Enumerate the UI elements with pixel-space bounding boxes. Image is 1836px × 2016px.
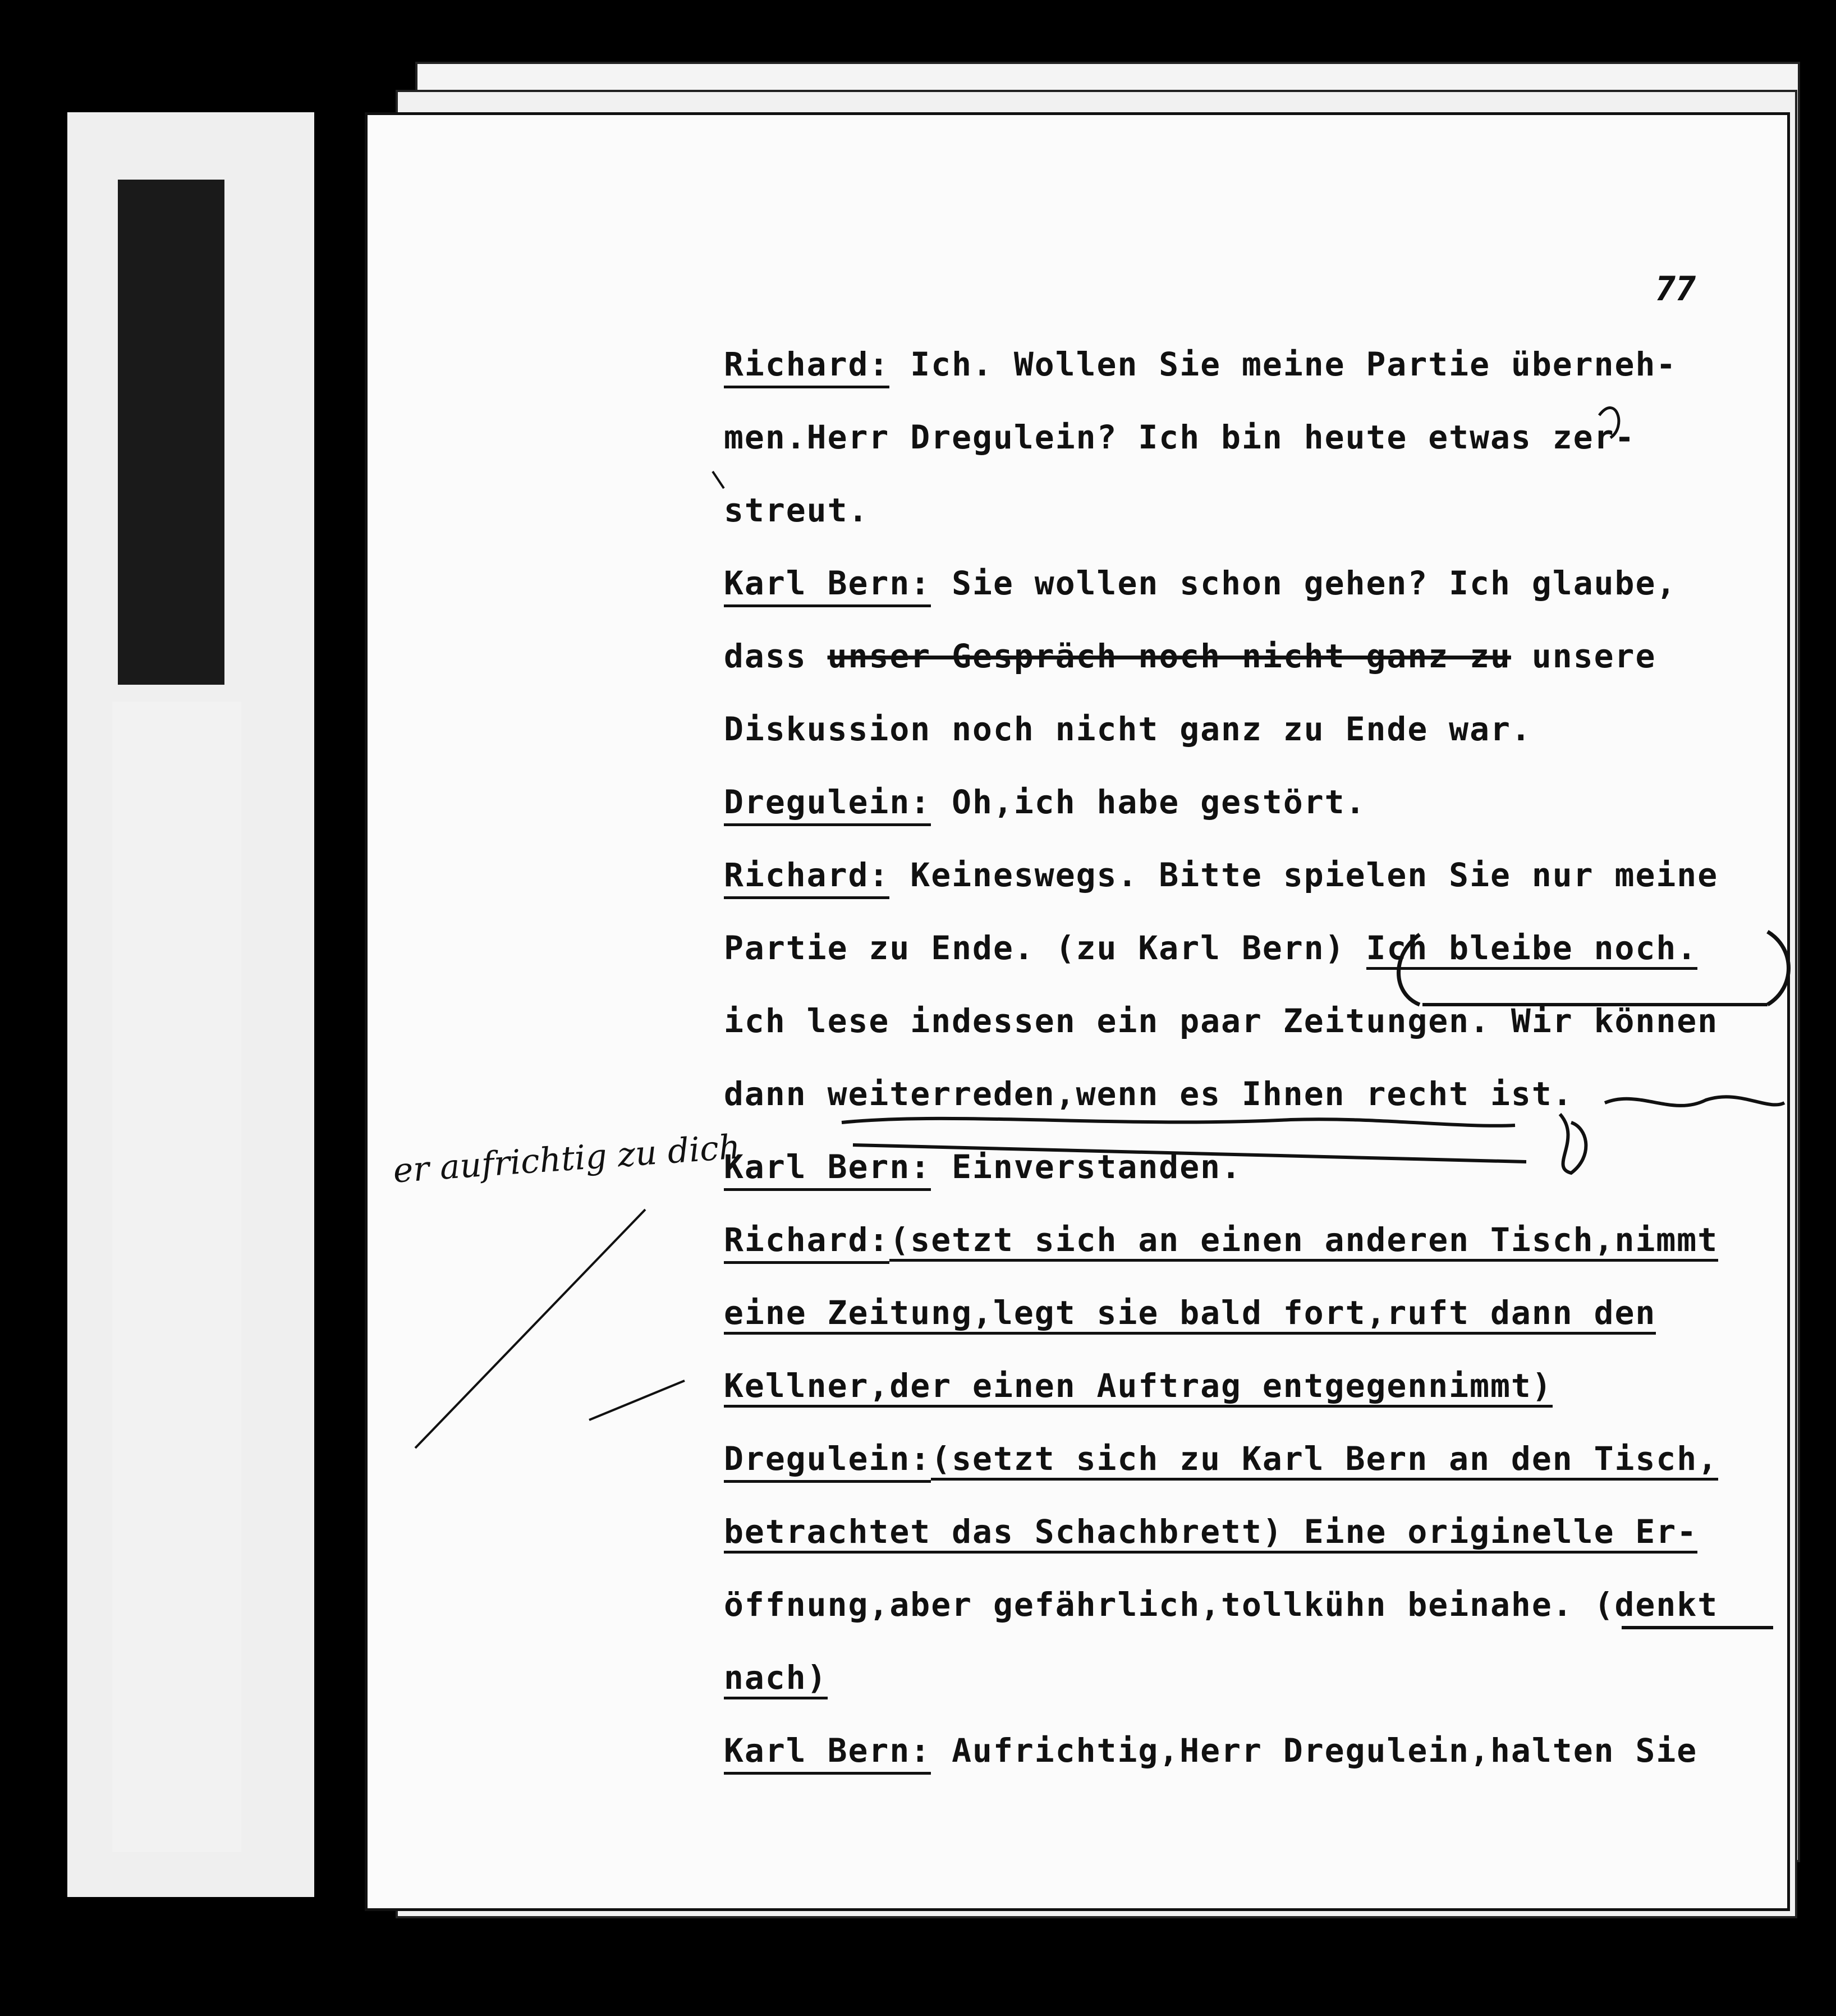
text-line: Kellner,der einen Auftrag entgegennimmt) [724,1367,1553,1405]
text-line: öffnung,aber gefährlich,tollkühn beinahe. (denkt [724,1586,1719,1624]
text-line: Richard:(setzt sich an einen anderen Tisch,nimmt [724,1221,1718,1259]
text-line: Richard: Ich. Wollen Sie meine Partie überneh- [724,345,1677,383]
speaker-name: Richard: [724,1221,889,1264]
text-line: dass unser Gespräch noch nicht ganz zu unsere [724,637,1656,675]
text-line: Dregulein: Oh,ich habe gestört. [724,783,1366,821]
speaker-name: Dregulein: [724,783,931,826]
speaker-name: Karl Bern: [724,564,931,607]
speaker-name: Richard: [724,856,889,899]
speaker-name: Dregulein: [724,1440,931,1483]
page-number: 77 [1655,269,1696,309]
underlined-text: Ich bleibe noch. [1366,929,1698,970]
speaker-name: Karl Bern: [724,1148,931,1191]
text-line: dann weiterreden,wenn es Ihnen recht ist. [724,1075,1573,1113]
text-line: eine Zeitung,legt sie bald fort,ruft dann den [724,1294,1656,1332]
text-line: Partie zu Ende. (zu Karl Bern) Ich bleibe noch. [724,929,1697,967]
speaker-name: Richard: [724,345,889,388]
text-line: Karl Bern: Aufrichtig,Herr Dregulein,halten Sie [724,1731,1697,1770]
speaker-name: Karl Bern: [724,1731,931,1775]
text-line: Karl Bern: Sie wollen schon gehen? Ich glaube, [724,564,1677,602]
text-line: Karl Bern: Einverstanden. [724,1148,1242,1186]
struck-text: unser Gespräch noch nicht ganz zu [827,637,1511,675]
margin-handwritten-note: er aufrichtig zu dich [392,1127,742,1191]
text-line: Richard: Keineswegs. Bitte spielen Sie nur meine [724,856,1718,894]
text-line: ich lese indessen ein paar Zeitungen. Wir können [724,1002,1719,1040]
text-line: nach) [724,1658,828,1697]
text-line: men.Herr Dregulein? Ich bin heute etwas zer- [724,418,1636,456]
text-line: Diskussion noch nicht ganz zu Ende war. [724,710,1532,748]
text-line: Dregulein:(setzt sich zu Karl Bern an den Tisch, [724,1440,1718,1478]
text-line: betrachtet das Schachbrett) Eine originelle Er- [724,1513,1697,1551]
text-line: streut. [724,491,869,529]
